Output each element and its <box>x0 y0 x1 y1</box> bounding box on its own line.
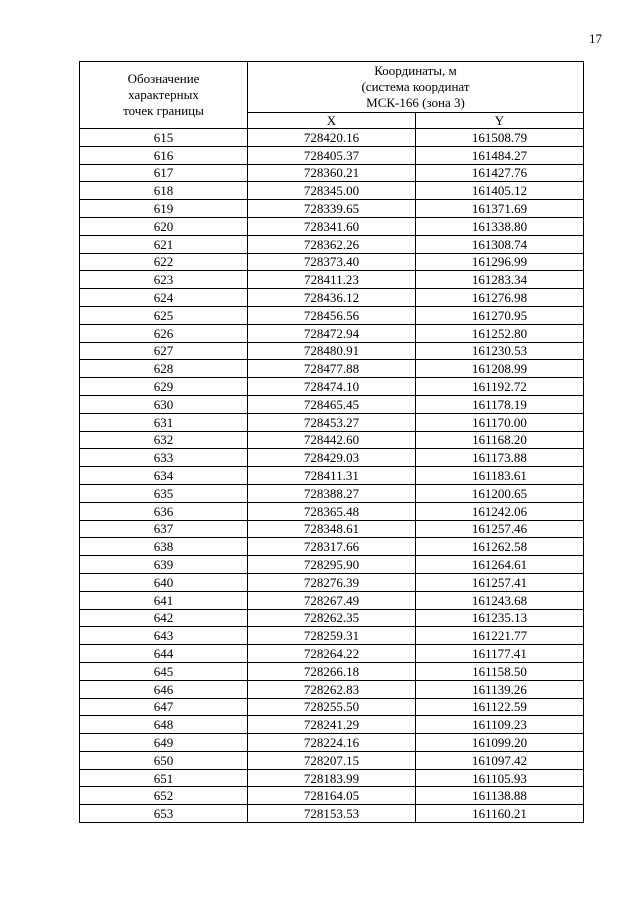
table-row <box>80 271 584 289</box>
x-coordinate-cell: 728153.53 <box>248 805 416 823</box>
point-number-cell: 618 <box>80 182 248 200</box>
x-coordinate-cell: 728388.27 <box>248 484 416 502</box>
y-coordinate-cell: 161283.34 <box>416 271 584 289</box>
header-coordinates <box>248 62 584 113</box>
y-coordinate-cell: 161270.95 <box>416 306 584 324</box>
point-number-cell: 650 <box>80 751 248 769</box>
y-coordinate-cell: 161264.61 <box>416 556 584 574</box>
y-coordinate-cell: 161099.20 <box>416 734 584 752</box>
x-coordinate-cell: 728224.16 <box>248 734 416 752</box>
point-number-cell: 643 <box>80 627 248 645</box>
point-number-cell: 624 <box>80 289 248 307</box>
point-number-cell: 616 <box>80 146 248 164</box>
x-coordinate-cell: 728207.15 <box>248 751 416 769</box>
y-coordinate-cell: 161138.88 <box>416 787 584 805</box>
point-number-cell: 622 <box>80 253 248 271</box>
point-number-cell: 617 <box>80 164 248 182</box>
y-coordinate-cell: 161177.41 <box>416 645 584 663</box>
y-coordinate-cell: 161371.69 <box>416 200 584 218</box>
x-coordinate-cell: 728465.45 <box>248 395 416 413</box>
table-row <box>80 253 584 271</box>
point-number-cell: 621 <box>80 235 248 253</box>
y-coordinate-cell: 161168.20 <box>416 431 584 449</box>
x-coordinate-cell: 728267.49 <box>248 591 416 609</box>
x-coordinate-cell: 728360.21 <box>248 164 416 182</box>
y-coordinate-cell: 161338.80 <box>416 217 584 235</box>
point-number-cell: 639 <box>80 556 248 574</box>
table-row <box>80 556 584 574</box>
point-number-cell: 652 <box>80 787 248 805</box>
x-coordinate-cell: 728164.05 <box>248 787 416 805</box>
y-coordinate-cell: 161276.98 <box>416 289 584 307</box>
point-number-cell: 634 <box>80 467 248 485</box>
table-row <box>80 698 584 716</box>
point-number-cell: 648 <box>80 716 248 734</box>
x-coordinate-cell: 728345.00 <box>248 182 416 200</box>
table-row <box>80 235 584 253</box>
x-coordinate-cell: 728266.18 <box>248 662 416 680</box>
x-coordinate-cell: 728255.50 <box>248 698 416 716</box>
y-coordinate-cell: 161257.46 <box>416 520 584 538</box>
x-coordinate-cell: 728183.99 <box>248 769 416 787</box>
point-number-cell: 635 <box>80 484 248 502</box>
x-coordinate-cell: 728262.35 <box>248 609 416 627</box>
table-header <box>80 62 584 129</box>
point-number-cell: 619 <box>80 200 248 218</box>
point-number-cell: 649 <box>80 734 248 752</box>
table-row <box>80 609 584 627</box>
x-coordinate-cell: 728241.29 <box>248 716 416 734</box>
header-point-line-3: точек границы <box>123 103 204 118</box>
table-row <box>80 306 584 324</box>
page-number: 17 <box>589 31 602 46</box>
y-coordinate-cell: 161178.19 <box>416 395 584 413</box>
x-coordinate-cell: 728317.66 <box>248 538 416 556</box>
x-coordinate-cell: 728474.10 <box>248 378 416 396</box>
y-coordinate-cell: 161160.21 <box>416 805 584 823</box>
header-point-line-2: характерных <box>128 87 199 102</box>
y-coordinate-cell: 161230.53 <box>416 342 584 360</box>
x-coordinate-cell: 728405.37 <box>248 146 416 164</box>
point-number-cell: 653 <box>80 805 248 823</box>
y-coordinate-cell: 161173.88 <box>416 449 584 467</box>
point-number-cell: 647 <box>80 698 248 716</box>
coordinates-table <box>79 61 584 823</box>
y-coordinate-cell: 161183.61 <box>416 467 584 485</box>
y-coordinate-cell: 161296.99 <box>416 253 584 271</box>
point-number-cell: 642 <box>80 609 248 627</box>
point-number-cell: 638 <box>80 538 248 556</box>
table-row <box>80 573 584 591</box>
table-row <box>80 289 584 307</box>
x-coordinate-cell: 728373.40 <box>248 253 416 271</box>
table-row <box>80 449 584 467</box>
y-coordinate-cell: 161257.41 <box>416 573 584 591</box>
y-coordinate-cell: 161170.00 <box>416 413 584 431</box>
y-coordinate-cell: 161139.26 <box>416 680 584 698</box>
header-coords-line-3: МСК-166 (зона 3) <box>366 94 465 110</box>
point-number-cell: 633 <box>80 449 248 467</box>
point-number-cell: 627 <box>80 342 248 360</box>
x-coordinate-cell: 728264.22 <box>248 645 416 663</box>
y-coordinate-cell: 161242.06 <box>416 502 584 520</box>
x-coordinate-cell: 728262.83 <box>248 680 416 698</box>
x-coordinate-cell: 728411.23 <box>248 271 416 289</box>
y-coordinate-cell: 161252.80 <box>416 324 584 342</box>
x-coordinate-cell: 728295.90 <box>248 556 416 574</box>
table-row <box>80 378 584 396</box>
y-coordinate-cell: 161243.68 <box>416 591 584 609</box>
point-number-cell: 620 <box>80 217 248 235</box>
x-coordinate-cell: 728362.26 <box>248 235 416 253</box>
x-coordinate-cell: 728348.61 <box>248 520 416 538</box>
x-coordinate-cell: 728259.31 <box>248 627 416 645</box>
x-coordinate-cell: 728365.48 <box>248 502 416 520</box>
point-number-cell: 641 <box>80 591 248 609</box>
table-row <box>80 200 584 218</box>
table-row <box>80 413 584 431</box>
header-point-line-1: Обозначение <box>127 71 200 86</box>
table-row <box>80 129 584 147</box>
y-coordinate-cell: 161097.42 <box>416 751 584 769</box>
y-coordinate-cell: 161427.76 <box>416 164 584 182</box>
point-number-cell: 636 <box>80 502 248 520</box>
point-number-cell: 644 <box>80 645 248 663</box>
table-row <box>80 342 584 360</box>
x-coordinate-cell: 728477.88 <box>248 360 416 378</box>
table-row <box>80 769 584 787</box>
point-number-cell: 637 <box>80 520 248 538</box>
point-number-cell: 629 <box>80 378 248 396</box>
x-coordinate-cell: 728411.31 <box>248 467 416 485</box>
header-point-designation <box>80 62 248 129</box>
point-number-cell: 651 <box>80 769 248 787</box>
table-row <box>80 146 584 164</box>
point-number-cell: 626 <box>80 324 248 342</box>
table-row <box>80 805 584 823</box>
x-coordinate-cell: 728276.39 <box>248 573 416 591</box>
point-number-cell: 615 <box>80 129 248 147</box>
table-row <box>80 182 584 200</box>
y-coordinate-cell: 161235.13 <box>416 609 584 627</box>
y-coordinate-cell: 161109.23 <box>416 716 584 734</box>
table-row <box>80 520 584 538</box>
table-row <box>80 662 584 680</box>
y-coordinate-cell: 161158.50 <box>416 662 584 680</box>
table-row <box>80 431 584 449</box>
y-coordinate-cell: 161208.99 <box>416 360 584 378</box>
y-coordinate-cell: 161192.72 <box>416 378 584 396</box>
table-row <box>80 324 584 342</box>
y-coordinate-cell: 161122.59 <box>416 698 584 716</box>
point-number-cell: 623 <box>80 271 248 289</box>
y-coordinate-cell: 161105.93 <box>416 769 584 787</box>
table-row <box>80 395 584 413</box>
header-coords-line-2: (система координат <box>361 78 470 94</box>
point-number-cell: 628 <box>80 360 248 378</box>
table-row <box>80 360 584 378</box>
point-number-cell: 645 <box>80 662 248 680</box>
y-coordinate-cell: 161221.77 <box>416 627 584 645</box>
point-number-cell: 632 <box>80 431 248 449</box>
table-row <box>80 787 584 805</box>
table-body <box>80 129 584 823</box>
table-row <box>80 751 584 769</box>
x-coordinate-cell: 728429.03 <box>248 449 416 467</box>
table-row <box>80 645 584 663</box>
x-coordinate-cell: 728436.12 <box>248 289 416 307</box>
table-row <box>80 716 584 734</box>
table-row <box>80 502 584 520</box>
point-number-cell: 631 <box>80 413 248 431</box>
table-row <box>80 217 584 235</box>
y-coordinate-cell: 161262.58 <box>416 538 584 556</box>
y-coordinate-cell: 161405.12 <box>416 182 584 200</box>
table-row <box>80 164 584 182</box>
y-coordinate-cell: 161484.27 <box>416 146 584 164</box>
x-coordinate-cell: 728472.94 <box>248 324 416 342</box>
x-coordinate-cell: 728339.65 <box>248 200 416 218</box>
header-coords-line-1: Координаты, м <box>374 62 457 78</box>
point-number-cell: 640 <box>80 573 248 591</box>
x-coordinate-cell: 728456.56 <box>248 306 416 324</box>
x-coordinate-cell: 728480.91 <box>248 342 416 360</box>
table-row <box>80 484 584 502</box>
x-coordinate-cell: 728341.60 <box>248 217 416 235</box>
table-row <box>80 627 584 645</box>
y-coordinate-cell: 161200.65 <box>416 484 584 502</box>
x-coordinate-cell: 728442.60 <box>248 431 416 449</box>
table-row <box>80 680 584 698</box>
table-row <box>80 467 584 485</box>
point-number-cell: 625 <box>80 306 248 324</box>
x-coordinate-cell: 728453.27 <box>248 413 416 431</box>
table-row <box>80 734 584 752</box>
header-y: Y <box>416 112 584 128</box>
table-row <box>80 591 584 609</box>
y-coordinate-cell: 161308.74 <box>416 235 584 253</box>
point-number-cell: 646 <box>80 680 248 698</box>
point-number-cell: 630 <box>80 395 248 413</box>
table-row <box>80 538 584 556</box>
y-coordinate-cell: 161508.79 <box>416 129 584 147</box>
x-coordinate-cell: 728420.16 <box>248 129 416 147</box>
header-x: X <box>248 112 416 128</box>
